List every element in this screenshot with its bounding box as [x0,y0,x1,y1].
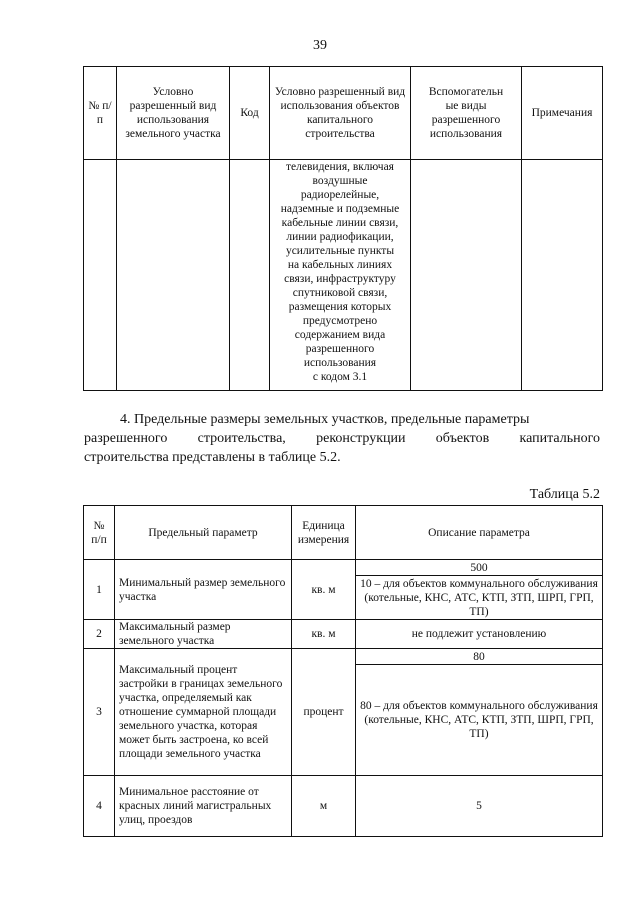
header-aux [411,67,522,160]
capital-line: линии радиофикации, [286,231,394,243]
capital-line: спутниковой связи, [292,287,388,299]
capital-line: размещения которых [288,301,392,313]
row-num: 1 [84,560,115,620]
row-desc-top: 80 [356,649,603,665]
header-aux-l4: использования [429,128,503,140]
table-header-row [84,67,603,160]
row-unit: м [292,776,356,837]
header-param: Предельный параметр [115,506,292,560]
row-unit: кв. м [292,560,356,620]
capital-line: разрешенного [305,343,375,355]
cell-notes [522,160,603,391]
capital-line: использования [303,357,377,369]
header-code: Код [230,67,270,160]
row-desc: не подлежит установлению [356,620,603,649]
table-caption: Таблица 5.2 [529,487,600,502]
row-desc-top: 500 [356,560,603,576]
capital-line: телевидения, включая [286,161,394,173]
row-param: Максимальный процент застройки в границах земельного участка, определяемый как отношение суммарной площади земельного участка, которая может быть застроена, ко всей площади земельного участка [115,649,292,776]
capital-line: с кодом 3.1 [312,371,368,383]
header-num: № п/п [84,67,117,160]
paragraph-line-1: 4. Предельные размеры земельных участков, предельные параметры [120,412,530,427]
table-header-row [84,506,603,560]
header-aux-l1: Вспомогательн [428,86,504,98]
header-capital: Условно разрешенный вид использования объектов капитального строительства [270,67,411,160]
table-row [84,776,603,837]
header-unit: Единица измерения [292,506,356,560]
row-param: Минимальное расстояние от красных линий магистральных улиц, проездов [115,776,292,837]
table-row [84,649,603,665]
row-param: Минимальный размер земельного участка [115,560,292,620]
row-num: 2 [84,620,115,649]
header-notes: Примечания [522,67,603,160]
capital-line: содержанием вида [294,329,386,341]
capital-line: радиорелейные, [300,189,380,201]
cell-capital [270,160,411,391]
capital-line: связи, инфраструктуру [284,273,396,285]
header-num: № п/п [84,506,115,560]
cell-num [84,160,117,391]
cell-use-type [117,160,230,391]
row-param: Максимальный размер земельного участка [115,620,292,649]
section-paragraph [84,410,600,467]
capital-line: надземные и подземные [280,203,400,215]
header-desc: Описание параметра [356,506,603,560]
header-aux-l2: ые виды [445,100,487,112]
row-num: 3 [84,649,115,776]
capital-line: предусмотрено [302,315,378,327]
page-number: 39 [313,38,327,53]
row-unit: процент [292,649,356,776]
paragraph-line-3: строительства представлены в таблице 5.2. [84,450,341,465]
row-desc-bottom: 10 – для объектов коммунального обслуживания (котельные, КНС, АТС, КТП, ЗТП, ШРП, ГРП, ТП) [356,576,603,620]
row-desc: 5 [356,776,603,837]
capital-line: усилительные пункты [285,245,395,257]
header-use-type: Условно разрешенный вид использования земельного участка [117,67,230,160]
row-unit: кв. м [292,620,356,649]
cell-aux [411,160,522,391]
header-aux-l3: разрешенного [431,114,501,126]
row-num: 4 [84,776,115,837]
capital-line: на кабельных линиях [287,259,393,271]
capital-line: кабельные линии связи, [281,217,399,229]
table-row [84,620,603,649]
limit-params-table [83,505,603,837]
paragraph-line-2: разрешенного строительства, реконструкции объектов капитального [84,431,600,446]
table-row [84,160,603,391]
table-row [84,560,603,576]
cell-code [230,160,270,391]
permitted-use-table [83,66,603,391]
row-desc-bottom: 80 – для объектов коммунального обслуживания (котельные, КНС, АТС, КТП, ЗТП, ШРП, ГРП, ТП) [356,665,603,776]
capital-line: воздушные [312,175,368,187]
